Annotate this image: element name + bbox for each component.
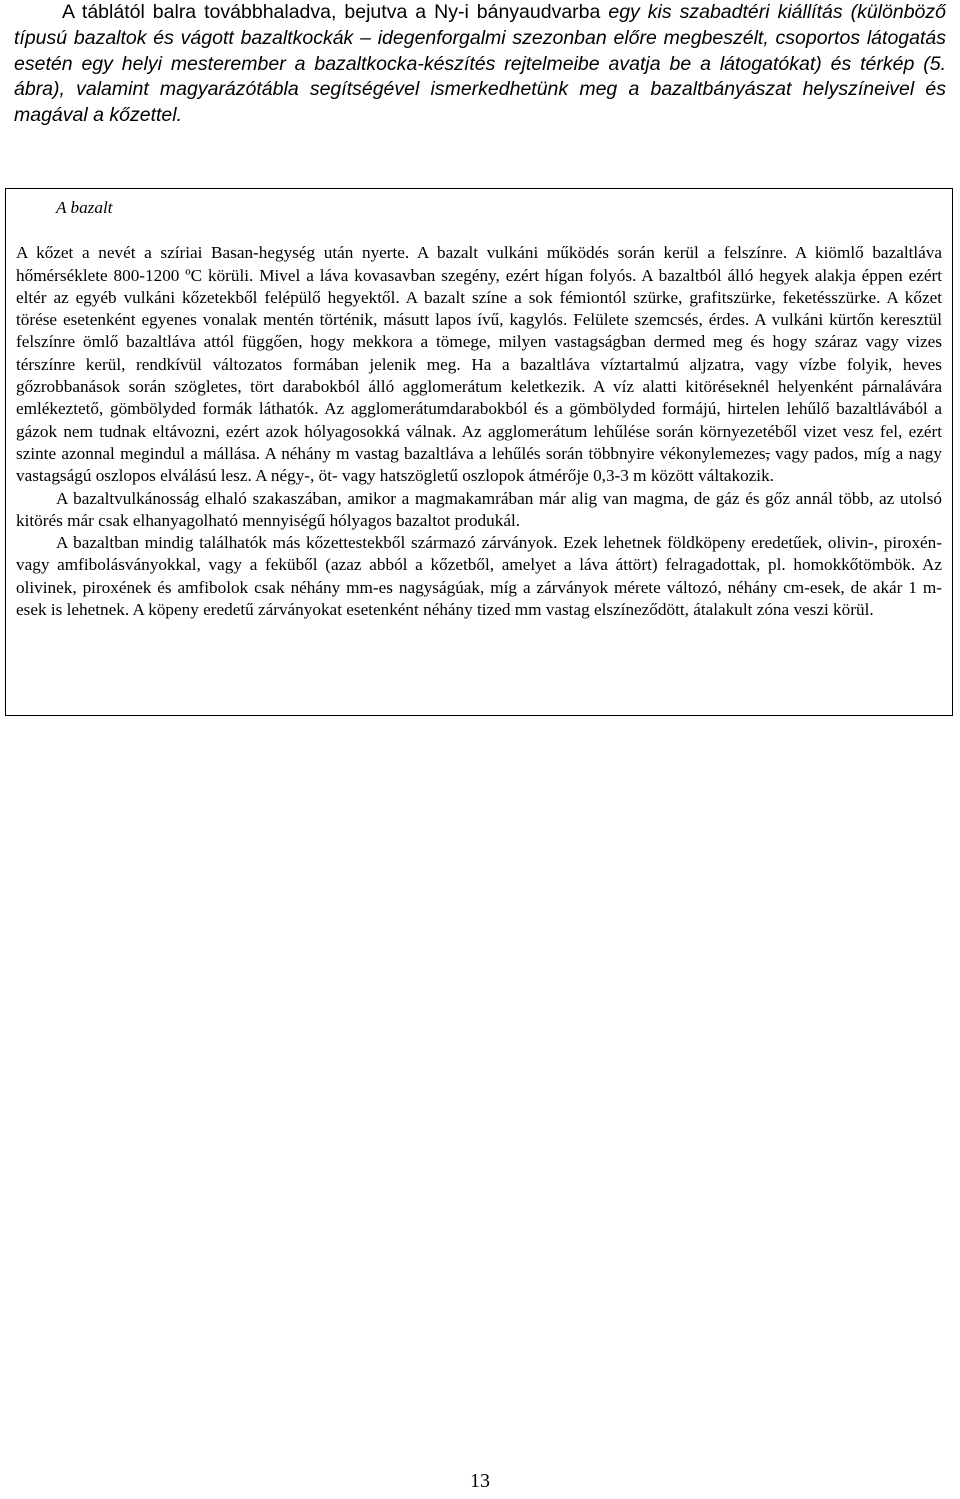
- page-number: 13: [470, 1470, 490, 1492]
- box-paragraph-1-text-a: A kőzet a nevét a szíriai Basan-hegység után nyerte. A bazalt vulkáni működés során kerül a felszínre. A kiömlő bazaltláva hőmérséklete 800-1200 ºC körüli. Mivel a láva kovasavban szegény, ezért hígan folyós. A bazaltból álló hegyek alakja éppen ezért eltér az egyéb vulkáni kőzetekből felépülő hegyektől. A bazalt színe a sok fémiontól szürke, grafitszürke, feketésszürke. A kőzet törése esetenként egyenes vonalak mentén történik, másutt lapos ívű, kagylós. Felülete szemcsés, érdes. A vulkáni kürtőn keresztül felszínre ömlő bazaltláva attól függően, hogy mekkora a tömege, milyen vastagságban dermed meg és hogy száraz vagy vizes térszínre kerül, rendkívül változatos formában jelenik meg. Ha a bazaltláva víztartalmú aljzatra, vagy vízbe folyik, heves gőzrobbanások során szögletes, tört darabokból álló agglomerátum keletkezik. A víz alatti kitöréseknél helyenként párnalávára emlékeztető, gömbölyded formák láthatók. Az agglomerátumdarabokból és a gömbölyded formájú, hirtelen lehűlő bazaltlávából a gázok nem tudnak eltávozni, ezért azok hólyagosokká válnak. Az agglomerátum lehűlése során környezetéből vizet vesz fel, ezért szinte azonnal megindul a mállása. A néhány m vastag bazaltláva a lehűlés során többnyire vékonylemezes: [16, 243, 942, 463]
- box-paragraph-1-text-b: vagy pados, míg a nagy vastagságú oszlopos elválású lesz. A négy-, öt- vagy hatszögletű oszlopok átmérője 0,3-3 m között váltakozik.: [16, 443, 942, 486]
- basalt-info-box: [5, 188, 953, 716]
- intro-paragraph: [14, 0, 946, 129]
- intro-text-plain: A táblától balra továbbhaladva, bejutva a Ny-i bányaudvarba: [62, 1, 609, 23]
- box-paragraph-1: [16, 242, 942, 487]
- box-heading: A bazalt: [56, 198, 113, 217]
- box-paragraph-3: A bazaltban mindig találhatók más kőzettestekből származó zárványok. Ezek lehetnek földköpeny eredetűek, olivin-, piroxén- vagy amfibolásványokkal, vagy a feküből (azaz abból a kőzetből, amelyet a láva áttört) felragadottak, pl. homokkőtömbök. Az olivinek, piroxének és amfibolok csak néhány mm-es nagyságúak, míg a zárványok mérete változó, néhány cm-esek, de akár 1 m-esek is lehetnek. A köpeny eredetű zárványokat esetenként néhány tized mm vastag elszíneződött, átalakult zóna veszi körül.: [16, 533, 942, 620]
- box-paragraph-2: A bazaltvulkánosság elhaló szakaszában, amikor a magmakamrában már alig van magma, de gáz és gőz annál több, az utolsó kitörés már csak elhanyagolható mennyiségű hólyagos bazaltot produkál.: [16, 488, 942, 530]
- intro-text-italic: egy kis szabadtéri kiállítás (különböző típusú bazaltok és vágott bazaltkockák – idegenforgalmi szezonban előre megbeszélt, csoportos látogatás esetén egy helyi mesterember a bazaltkocka-készítés rejtelmeibe avatja be a látogatókat) és térkép (5. ábra), valamint magyarázótábla segítségével ismerkedhetünk meg a bazaltbányászat helyszíneivel és magával a kőzettel.: [14, 1, 946, 127]
- struck-comma: ,: [765, 443, 770, 463]
